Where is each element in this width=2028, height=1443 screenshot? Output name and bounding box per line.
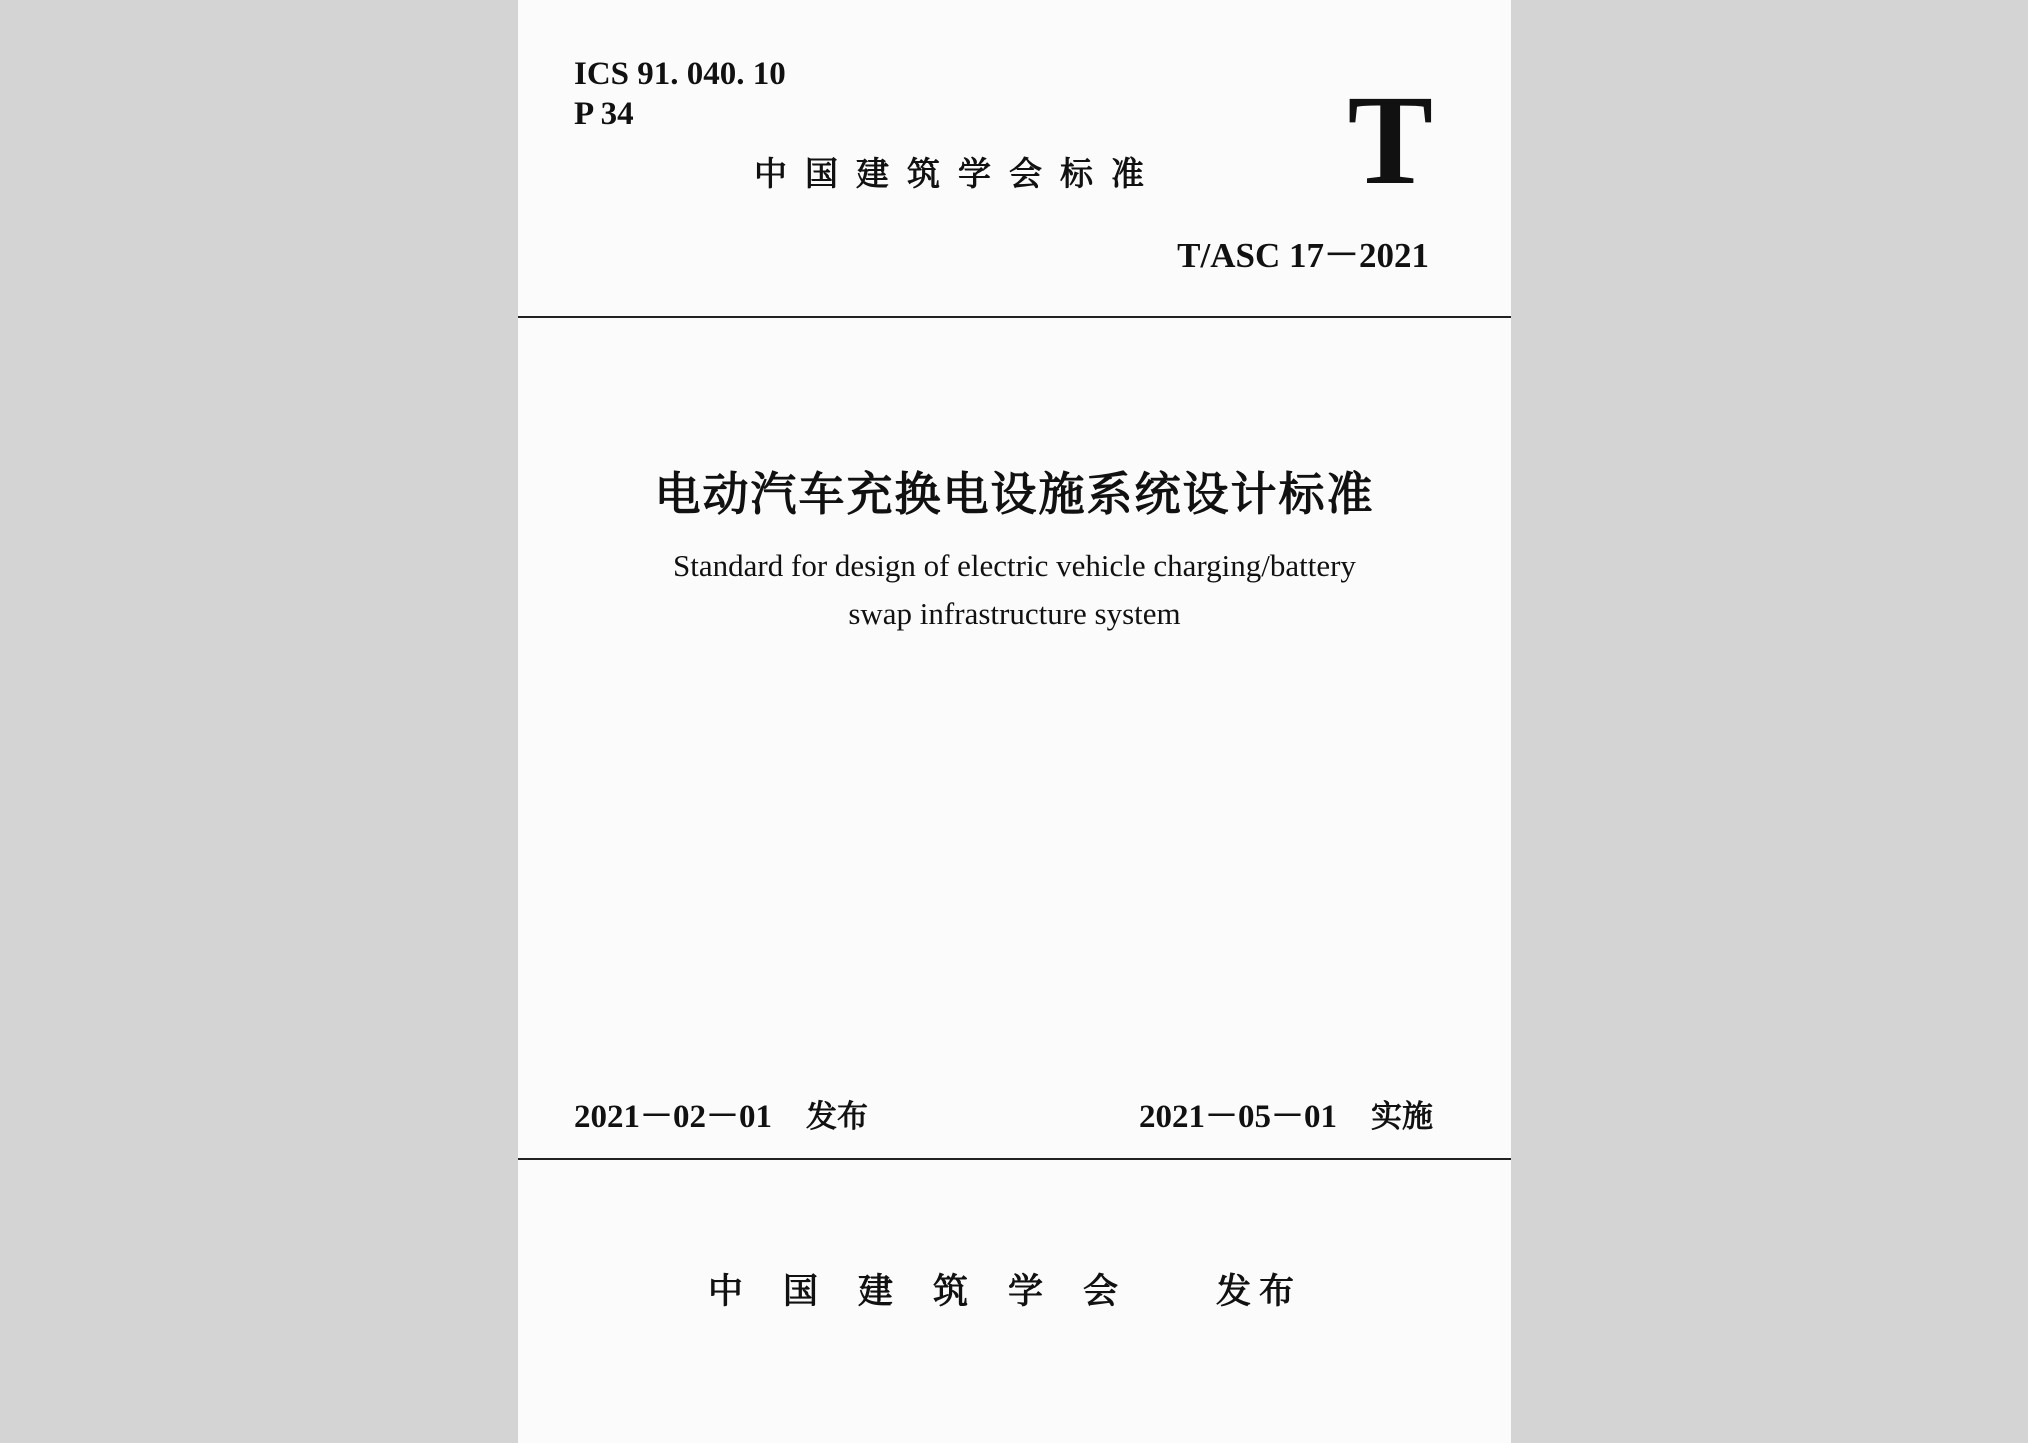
implement-date: 2021－05－01 <box>1139 1099 1337 1135</box>
publish-action: 发布 <box>1216 1272 1303 1312</box>
standard-number: T/ASC 17－2021 <box>1177 236 1429 275</box>
title-english-line2: swap infrastructure system <box>848 596 1181 631</box>
top-divider <box>518 316 1511 318</box>
document-cover <box>518 0 1511 1443</box>
bottom-divider <box>518 1158 1511 1160</box>
implement-date-block <box>1139 1090 1433 1137</box>
issue-date-block <box>574 1090 868 1137</box>
issue-date: 2021－02－01 <box>574 1099 772 1135</box>
implement-label: 实施 <box>1371 1099 1433 1135</box>
issue-label: 发布 <box>806 1099 868 1135</box>
ics-code: ICS 91. 040. 10 <box>574 56 786 92</box>
organization-standard-label: 中国建筑学会标准 <box>754 154 1162 193</box>
standard-type-letter: T <box>1347 69 1433 211</box>
title-english-line1: Standard for design of electric vehicle charging/battery <box>673 548 1356 583</box>
title-chinese: 电动汽车充换电设施系统设计标准 <box>654 467 1375 521</box>
classification-code: P 34 <box>574 96 634 132</box>
publisher-name: 中国建筑学会 <box>708 1272 1159 1312</box>
